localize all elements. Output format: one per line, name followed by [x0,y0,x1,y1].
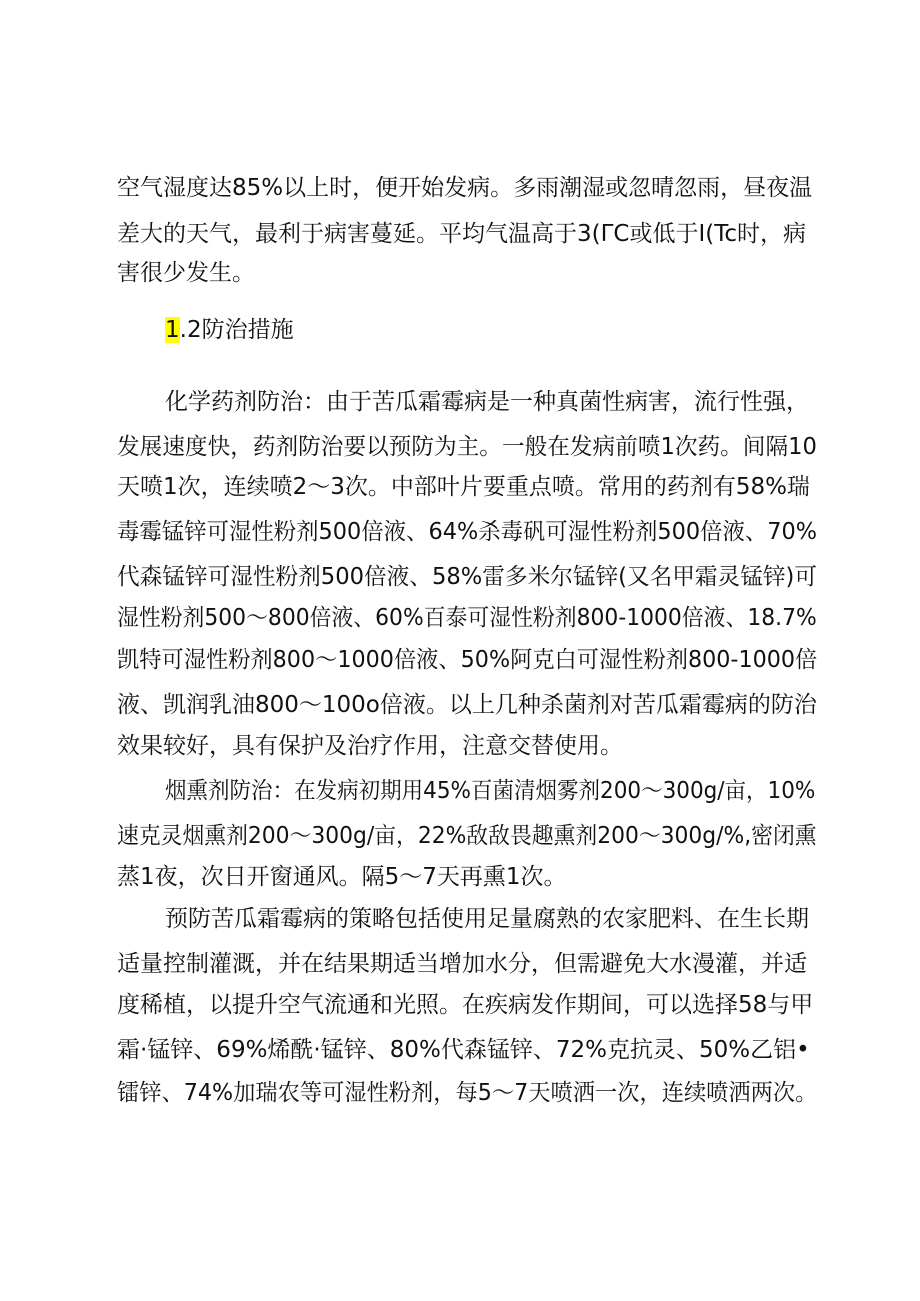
paragraph-2-line-2: 发展速度快，药剂防治要以预防为主。一般在发病前喷1次药。间隔10 [117,434,817,460]
section-heading-text: .2防治措施 [179,317,294,343]
paragraph-1-line-3: 害很少发生。 [117,260,255,286]
paragraph-2-line-5: 代森锰锌可湿性粉剂500倍液、58%雷多米尔锰锌(又名甲霜灵锰锌)可 [117,564,817,590]
paragraph-2-line-3: 天喷1次，连续喷2～3次。中部叶片要重点喷。常用的药剂有58%瑞 [117,474,811,500]
paragraph-2-line-8: 液、凯润乳油800～100o倍液。以上几种杀菌剂对苦瓜霜霉病的防治 [117,692,817,718]
paragraph-4-line-5: 镭锌、74%加瑞农等可湿性粉剂，每5～7天喷洒一次，连续喷洒两次。 [117,1080,818,1106]
paragraph-2-line-9: 效果较好，具有保护及治疗作用，注意交替使用。 [117,733,623,759]
paragraph-4-line-2: 适量控制灌溉，并在结果期适当增加水分，但需避免大水漫灌，并适 [117,951,807,977]
section-heading-number: 1 [165,317,180,343]
paragraph-3-line-3: 蒸1夜，次日开窗通风。隔5～7天再熏1次。 [117,864,567,890]
paragraph-2-line-1: 化学药剂防治：由于苦瓜霜霉病是一种真菌性病害，流行性强， [165,389,809,415]
paragraph-3-line-2: 速克灵烟熏剂200～300g/亩，22%敌敌畏趣熏剂200～300g/%,密闭熏 [117,823,817,849]
paragraph-1-line-1: 空气湿度达85%以上时，便开始发病。多雨潮湿或忽晴忽雨，昼夜温 [117,175,813,201]
paragraph-4-line-1: 预防苦瓜霜霉病的策略包括使用足量腐熟的农家肥料、在生长期 [165,906,809,932]
section-heading [165,313,815,347]
paragraph-2-line-6: 湿性粉剂500～800倍液、60%百泰可湿性粉剂800-1000倍液、18.7% [117,605,817,631]
paragraph-3-line-1: 烟熏剂防治：在发病初期用45%百菌清烟雾剂200～300g/亩，10% [165,778,816,804]
paragraph-4-line-4: 霜·锰锌、69%烯酰·锰锌、80%代森锰锌、72%克抗灵、50%乙铝• [117,1037,810,1063]
paragraph-2-line-7: 凯特可湿性粉剂800～1000倍液、50%阿克白可湿性粉剂800-1000倍 [117,647,818,673]
paragraph-2-line-4: 毒霉锰锌可湿性粉剂500倍液、64%杀毒矾可湿性粉剂500倍液、70% [117,519,818,545]
paragraph-4-line-3: 度稀植，以提升空气流通和光照。在疾病发作期间，可以选择58与甲 [117,992,814,1018]
paragraph-1-line-2: 差大的天气，最利于病害蔓延。平均气温高于3(ΓC或低于I(Tc时，病 [117,221,807,247]
